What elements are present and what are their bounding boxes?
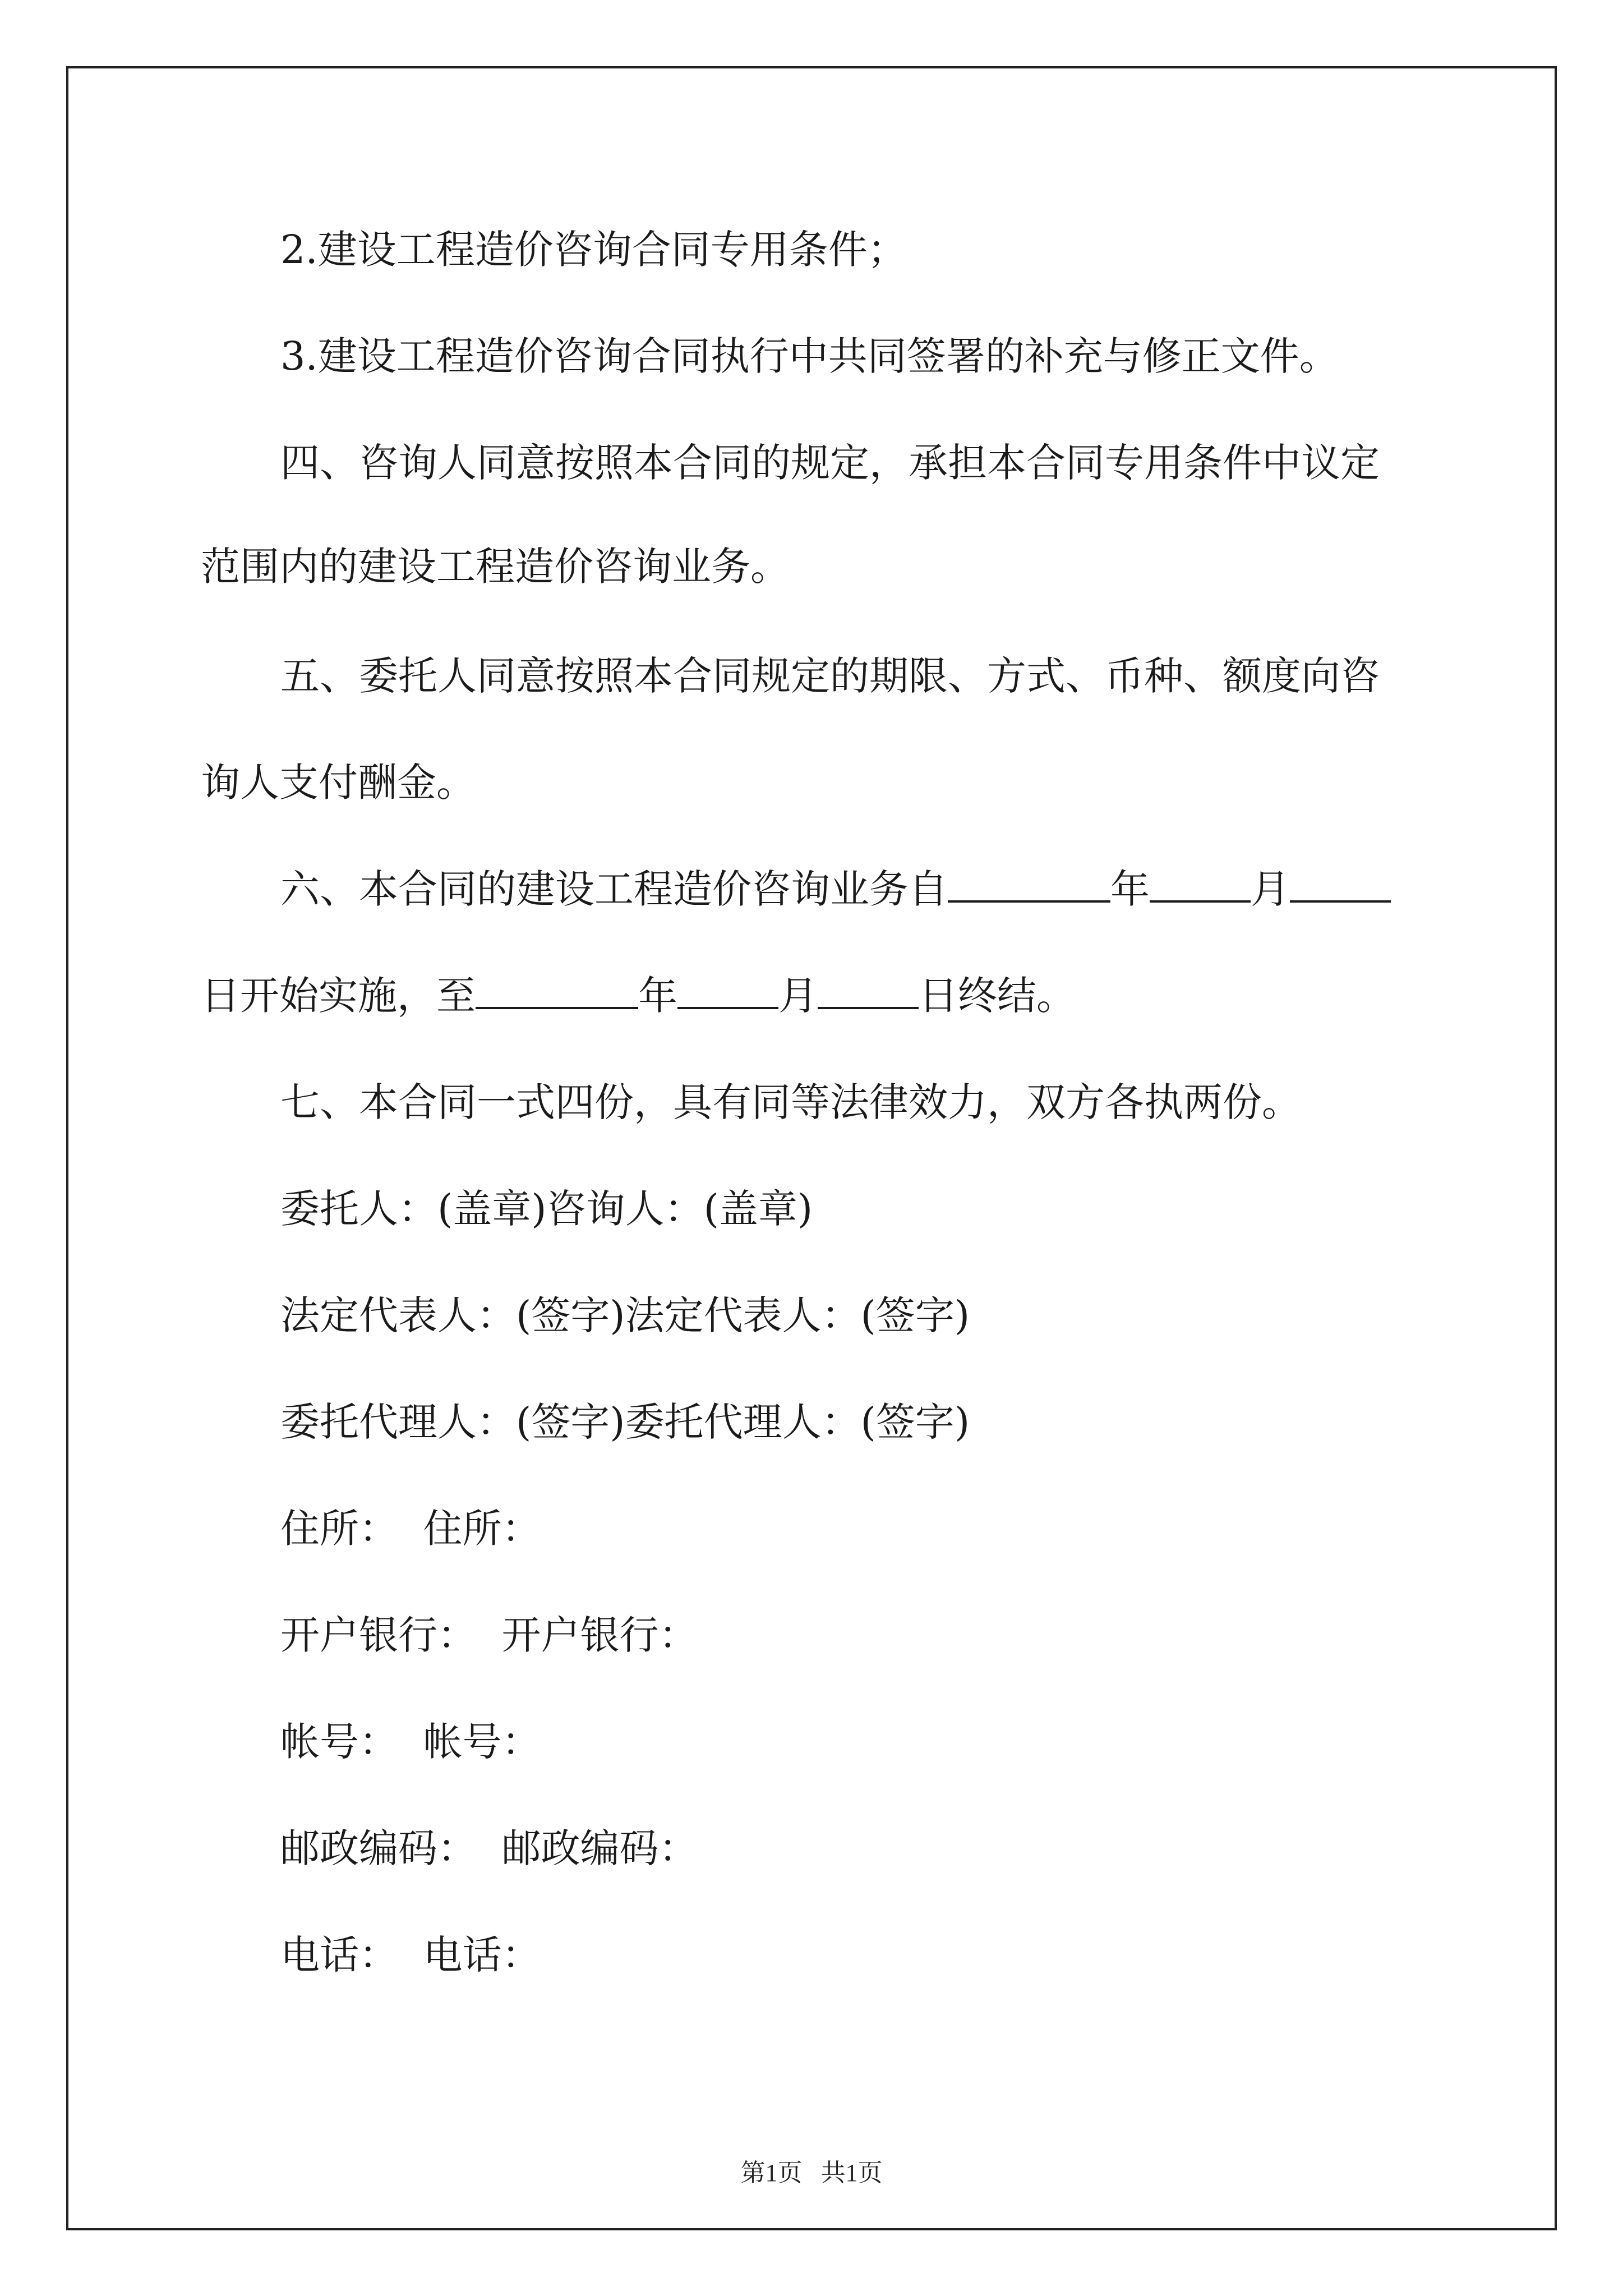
article-5-line-2: 询人支付酬金。 xyxy=(201,760,476,806)
start-day-blank[interactable] xyxy=(1290,866,1391,903)
signature-legal-rep-line: 法定代表人：(签字)法定代表人：(签字) xyxy=(280,1292,970,1338)
article-4-line-2: 范围内的建设工程造价咨询业务。 xyxy=(201,544,790,590)
postcode-line: 邮政编码： 邮政编码： xyxy=(280,1825,698,1871)
end-month-blank[interactable] xyxy=(677,972,778,1009)
end-day-text: 日终结。 xyxy=(919,973,1076,1019)
start-month-label: 月 xyxy=(1251,866,1290,912)
start-year-label: 年 xyxy=(1110,866,1150,912)
account-line: 帐号： 帐号： xyxy=(280,1719,541,1765)
page-footer: 第1页 共1页 xyxy=(740,2159,883,2187)
end-month-label: 月 xyxy=(778,973,818,1019)
end-year-blank[interactable] xyxy=(476,972,638,1009)
article-7: 七、本合同一式四份，具有同等法律效力，双方各执两份。 xyxy=(280,1079,1301,1125)
signature-seal-line: 委托人：(盖章)咨询人：(盖章) xyxy=(280,1186,813,1232)
end-day-blank[interactable] xyxy=(818,972,919,1009)
article-4-line-1: 四、咨询人同意按照本合同的规定，承担本合同专用条件中议定 xyxy=(280,440,1380,486)
clause-item-3: 3.建设工程造价咨询合同执行中共同签署的补充与修正文件。 xyxy=(280,333,1339,379)
bank-line: 开户银行： 开户银行： xyxy=(280,1612,698,1658)
article-6-line-1 xyxy=(280,864,1391,914)
phone-line: 电话： 电话： xyxy=(280,1932,541,1978)
article-6-line-2 xyxy=(201,970,1076,1021)
article-5-line-1: 五、委托人同意按照本合同规定的期限、方式、币种、额度向咨 xyxy=(280,653,1380,699)
end-year-label: 年 xyxy=(638,973,677,1019)
signature-agent-line: 委托代理人：(签字)委托代理人：(签字) xyxy=(280,1399,970,1445)
clause-item-2: 2.建设工程造价咨询合同专用条件； xyxy=(280,227,907,273)
page-border xyxy=(66,66,1557,2230)
start-day-text: 日开始实施，至 xyxy=(201,973,476,1019)
start-month-blank[interactable] xyxy=(1150,866,1251,903)
address-line: 住所： 住所： xyxy=(280,1506,541,1552)
start-year-blank[interactable] xyxy=(948,866,1110,903)
article-6-lead-text: 六、本合同的建设工程造价咨询业务自 xyxy=(280,866,948,912)
